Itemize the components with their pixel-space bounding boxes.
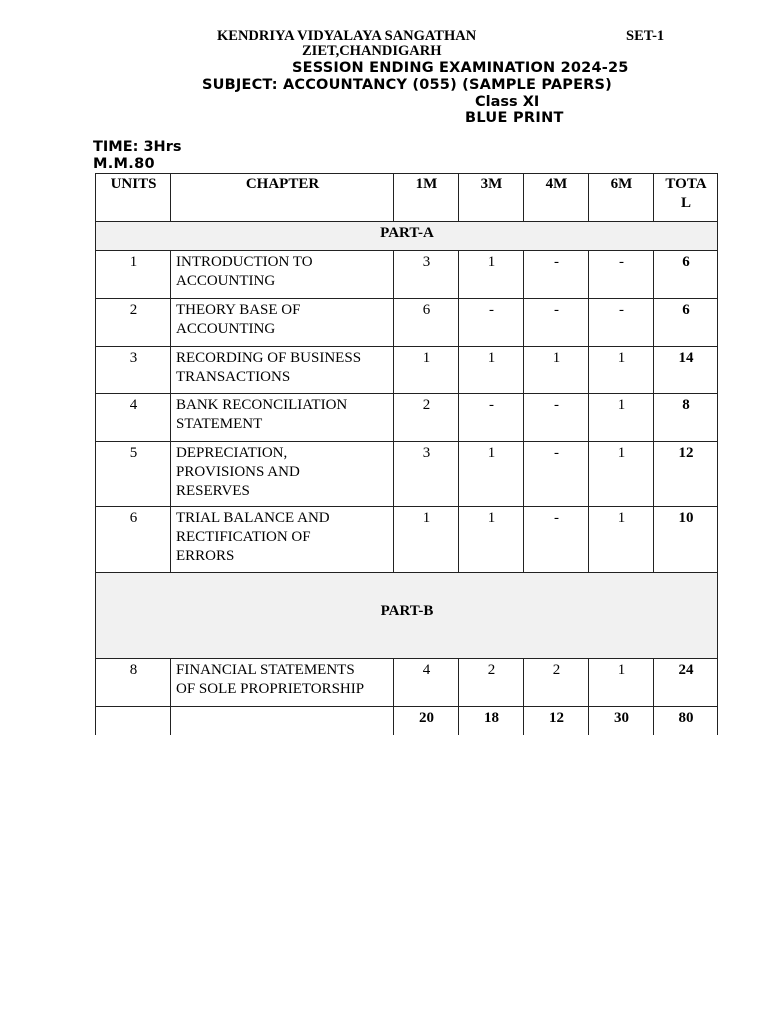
unit-cell: 5 — [96, 442, 171, 507]
chapter-cell — [171, 299, 394, 347]
table-row — [96, 347, 718, 394]
part-a-row — [96, 222, 718, 251]
marks-6m-cell: 1 — [589, 507, 654, 573]
total-6m-cell: 30 — [589, 707, 654, 735]
marks-4m-cell: 2 — [524, 659, 589, 707]
unit-cell: 1 — [96, 251, 171, 299]
unit-cell: 3 — [96, 347, 171, 394]
marks-1m-cell: 3 — [394, 442, 459, 507]
total-4m-cell: 12 — [524, 707, 589, 735]
total-3m-cell: 18 — [459, 707, 524, 735]
chapter-line: TRIAL BALANCE AND — [176, 510, 330, 526]
blueprint-table — [95, 173, 718, 735]
part-a-label: PART-A — [96, 222, 718, 251]
marks-4m-cell: - — [524, 299, 589, 347]
marks-4m-cell: - — [524, 394, 589, 442]
set-label: SET-1 — [626, 28, 665, 44]
chapter-cell — [171, 507, 394, 573]
marks-6m-cell: 1 — [589, 394, 654, 442]
header-6m: 6M — [589, 174, 654, 222]
marks-1m-cell: 1 — [394, 347, 459, 394]
marks-6m-cell: 1 — [589, 347, 654, 394]
total-cell: 6 — [654, 299, 718, 347]
exam-title: SESSION ENDING EXAMINATION 2024-25 — [292, 60, 629, 76]
table-row — [96, 299, 718, 347]
marks-6m-cell: 1 — [589, 442, 654, 507]
chapter-cell — [171, 251, 394, 299]
header-total-line2: L — [680, 195, 691, 211]
marks-1m-cell: 4 — [394, 659, 459, 707]
chapter-line: ERRORS — [176, 548, 235, 564]
chapter-line: BANK RECONCILIATION — [176, 397, 348, 413]
table-header-row — [96, 174, 718, 222]
marks-1m-cell: 2 — [394, 394, 459, 442]
table-row — [96, 442, 718, 507]
subject-title: SUBJECT: ACCOUNTANCY (055) (SAMPLE PAPERS) — [202, 77, 613, 93]
header-units: UNITS — [96, 174, 171, 222]
marks-6m-cell: - — [589, 299, 654, 347]
total-1m-cell: 20 — [394, 707, 459, 735]
part-b-row — [96, 573, 718, 659]
chapter-cell — [171, 442, 394, 507]
chapter-line: FINANCIAL STATEMENTS — [176, 662, 355, 678]
chapter-line: ACCOUNTING — [176, 273, 276, 289]
total-cell: 14 — [654, 347, 718, 394]
chapter-line: INTRODUCTION TO — [176, 254, 313, 270]
chapter-line: PROVISIONS AND — [176, 464, 300, 480]
marks-3m-cell: 1 — [459, 442, 524, 507]
table-row — [96, 659, 718, 707]
marks-1m-cell: 1 — [394, 507, 459, 573]
marks-3m-cell: 1 — [459, 251, 524, 299]
header-3m: 3M — [459, 174, 524, 222]
chapter-line: RECTIFICATION OF — [176, 529, 311, 545]
marks-3m-cell: - — [459, 394, 524, 442]
header-total — [654, 174, 718, 222]
totals-chapter-cell — [171, 707, 394, 735]
marks-3m-cell: 1 — [459, 507, 524, 573]
total-cell: 8 — [654, 394, 718, 442]
chapter-line: ACCOUNTING — [176, 321, 276, 337]
header-4m: 4M — [524, 174, 589, 222]
marks-4m-cell: - — [524, 251, 589, 299]
totals-unit-cell — [96, 707, 171, 735]
total-cell: 12 — [654, 442, 718, 507]
chapter-line: OF SOLE PROPRIETORSHIP — [176, 681, 365, 697]
chapter-line: THEORY BASE OF — [176, 302, 301, 318]
marks-3m-cell: 2 — [459, 659, 524, 707]
region-name: ZIET,CHANDIGARH — [302, 43, 442, 59]
document-title: BLUE PRINT — [465, 110, 564, 126]
marks-4m-cell: 1 — [524, 347, 589, 394]
totals-row — [96, 707, 718, 735]
header-chapter: CHAPTER — [171, 174, 394, 222]
chapter-cell — [171, 347, 394, 394]
total-cell: 6 — [654, 251, 718, 299]
class-label: Class XI — [475, 94, 540, 110]
table-row — [96, 251, 718, 299]
chapter-line: DEPRECIATION, — [176, 445, 288, 461]
organization-name: KENDRIYA VIDYALAYA SANGATHAN — [217, 28, 477, 44]
marks-1m-cell: 6 — [394, 299, 459, 347]
marks-6m-cell: 1 — [589, 659, 654, 707]
chapter-line: STATEMENT — [176, 416, 263, 432]
header-total-line1: TOTA — [665, 176, 707, 192]
max-marks-label: M.M.80 — [93, 156, 155, 172]
unit-cell: 8 — [96, 659, 171, 707]
unit-cell: 2 — [96, 299, 171, 347]
marks-4m-cell: - — [524, 442, 589, 507]
chapter-line: TRANSACTIONS — [176, 369, 291, 385]
unit-cell: 4 — [96, 394, 171, 442]
total-cell: 24 — [654, 659, 718, 707]
marks-4m-cell: - — [524, 507, 589, 573]
time-label: TIME: 3Hrs — [93, 139, 182, 155]
table-row — [96, 394, 718, 442]
marks-1m-cell: 3 — [394, 251, 459, 299]
header-1m: 1M — [394, 174, 459, 222]
part-b-label: PART-B — [96, 573, 718, 659]
chapter-cell — [171, 659, 394, 707]
chapter-line: RECORDING OF BUSINESS — [176, 350, 362, 366]
marks-6m-cell: - — [589, 251, 654, 299]
marks-3m-cell: - — [459, 299, 524, 347]
chapter-cell — [171, 394, 394, 442]
total-cell: 10 — [654, 507, 718, 573]
table-row — [96, 507, 718, 573]
chapter-line: RESERVES — [176, 483, 250, 499]
unit-cell: 6 — [96, 507, 171, 573]
grand-total-cell: 80 — [654, 707, 718, 735]
marks-3m-cell: 1 — [459, 347, 524, 394]
